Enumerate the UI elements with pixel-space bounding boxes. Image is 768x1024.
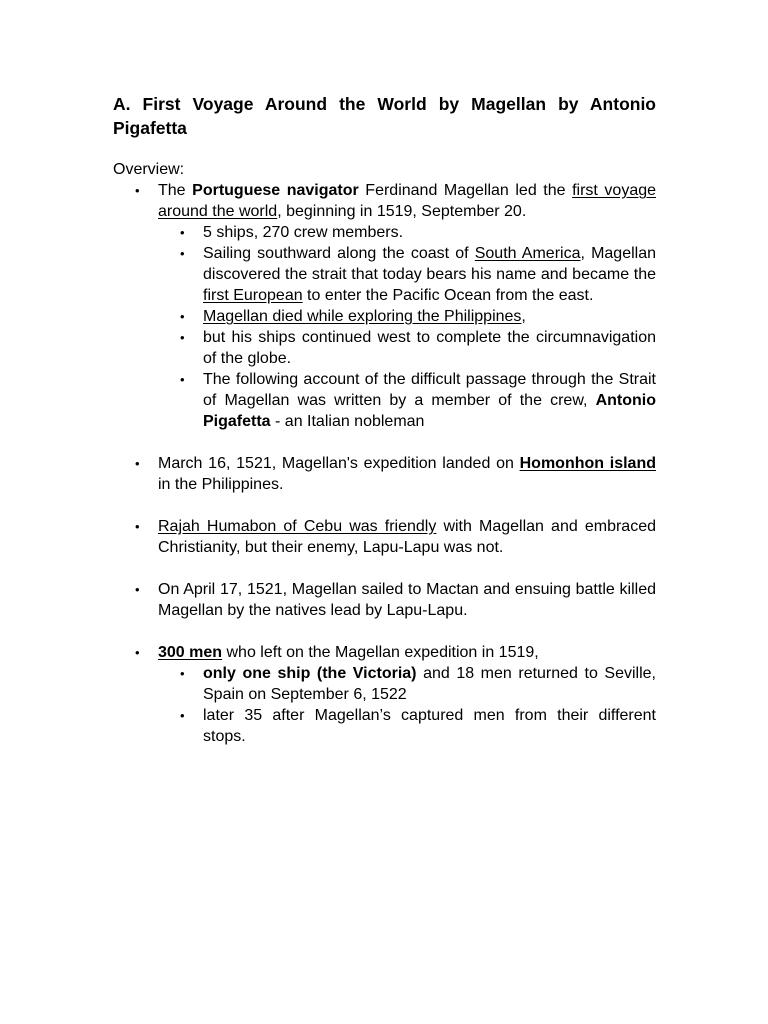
sub-bullet-list	[158, 222, 656, 432]
underlined-text: Homonhon island	[519, 455, 656, 472]
emphasis-text: only one ship (the Victoria)	[203, 665, 417, 682]
list-item: • Rajah Humabon of Cebu was friendly with Magellan and embraced Christianity, but their enemy, Lapu-Lapu was not.	[113, 516, 656, 558]
underlined-text: Rajah Humabon of Cebu was friendly	[158, 518, 437, 535]
sub-bullet-list	[158, 663, 656, 747]
list-item: • 5 ships, 270 crew members.	[113, 222, 656, 243]
underlined-text: Magellan died while exploring the Philippines	[203, 308, 522, 325]
overview-label: Overview:	[113, 161, 185, 178]
emphasis-text: Antonio Pigafetta	[203, 392, 656, 430]
list-item: • Sailing southward along the coast of South America, Magellan discovered the strait that today bears his name and became the first European to enter the Pacific Ocean from the east.	[113, 243, 656, 306]
underlined-text: 300 men	[158, 644, 223, 661]
list-item: • March 16, 1521, Magellan's expedition landed on Homonhon island in the Philippines.	[113, 453, 656, 495]
document-title: A. First Voyage Around the World by Magellan by Antonio Pigafetta	[113, 94, 656, 138]
list-item: • The following account of the difficult passage through the Strait of Magellan was written by a member of the crew, Antonio Pigafetta - an Italian nobleman	[113, 369, 656, 432]
underlined-text: South America	[474, 245, 581, 262]
list-item: • On April 17, 1521, Magellan sailed to Mactan and ensuing battle killed Magellan by the natives lead by Lapu-Lapu.	[113, 579, 656, 621]
list-item: • later 35 after Magellan’s captured men from their different stops.	[113, 705, 656, 747]
main-bullet-list	[113, 180, 656, 747]
list-item: • 300 men who left on the Magellan expedition in 1519, • only one ship (the Victoria) and 18 men returned to Seville, Spain on September 6, 1522 • later 35 after Magellan’s captured men from their different stops.	[113, 642, 656, 747]
list-item: • only one ship (the Victoria) and 18 men returned to Seville, Spain on September 6, 1522	[113, 663, 656, 705]
underlined-text: first voyage around the world	[158, 182, 657, 220]
emphasis-text: Portuguese navigator	[192, 182, 359, 199]
list-item: • The Portuguese navigator Ferdinand Magellan led the first voyage around the world, beginning in 1519, September 20. • 5 ships, 270 crew members. • Sailing southward along the coast of South America, Magellan discovered the strait that today bears his name and became the first European to enter the Pacific Ocean from the east. • Magellan died while exploring the Philippines, • but his ships continued west to complete the circumnavigation of the globe. • The following account of the difficult passage through the Strait of Magellan was written by a member of the crew, Antonio Pigafetta - an Italian nobleman	[113, 180, 656, 432]
underlined-text: first European	[203, 287, 303, 304]
list-item: • but his ships continued west to complete the circumnavigation of the globe.	[113, 327, 656, 369]
list-item: • Magellan died while exploring the Philippines,	[113, 306, 656, 327]
